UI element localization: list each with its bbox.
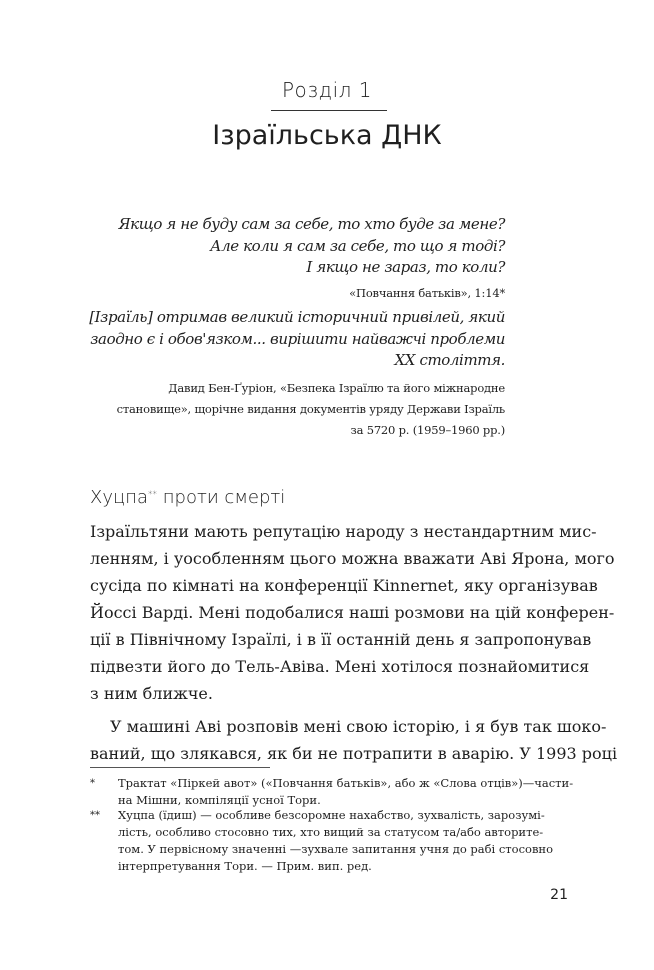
body-line: ції в Північному Ізраїлі, і в її останній день я запропонував <box>90 630 592 649</box>
footnote-line: лість, особливо стосовно тих, хто вищий за статусом та/або авторите- <box>118 825 544 839</box>
body-line: з ним ближче. <box>90 684 213 703</box>
section-heading-text-rest: проти смерті <box>157 487 286 508</box>
footnote-1 <box>90 775 574 809</box>
epigraph-1 <box>118 214 505 304</box>
body-text <box>90 518 618 767</box>
epigraph-line: Якщо я не буду сам за себе, то хто буде за мене? <box>118 215 505 233</box>
epigraph-source: Давид Бен-Ґуріон, «Безпека Ізраїлю та його міжнародне <box>168 380 505 395</box>
body-line: Йоссі Варді. Мені подобалися наші розмови на цій конферен- <box>90 603 615 622</box>
footnote-line: том. У первісному значенні —зухвале запитання учня до рабі стосовно <box>118 842 554 856</box>
epigraph-source: «Повчання батьків», 1:14* <box>349 285 505 300</box>
chapter-label: Розділ 1 <box>281 78 373 102</box>
footnote-line: на Мішни, компіляції усної Тори. <box>118 793 321 807</box>
epigraph-source: становище», щорічне видання документів уряду Держави Ізраїль <box>116 401 505 416</box>
body-line: ленням, і уособленням цього можна вважати Аві Ярона, мого <box>90 549 615 568</box>
footnote-marker[interactable]: ** <box>148 490 158 500</box>
epigraph-line: [Ізраїль] отримав великий історичний привілей, який <box>89 308 505 326</box>
footnote-mark: ** <box>90 810 100 821</box>
body-line: ваний, що злякався, як би не потрапити в аварію. У 1993 році <box>90 744 618 763</box>
epigraph-line: заодно є і обов'язком... вирішити найважчі проблеми <box>90 329 505 348</box>
epigraph-2 <box>89 307 505 441</box>
section-heading <box>90 482 285 511</box>
footnote-mark: * <box>90 778 95 789</box>
epigraph-source: за 5720 р. (1959–1960 рр.) <box>350 422 505 437</box>
section-heading-text: Хуцпа <box>90 487 149 508</box>
epigraph-line: ХХ століття. <box>394 351 505 369</box>
chapter-title: Ізраїльська ДНК <box>212 120 442 151</box>
chapter-rule <box>271 110 387 111</box>
page-number: 21 <box>550 887 568 903</box>
footnote-rule <box>90 767 270 768</box>
body-line: підвезти його до Тель-Авіва. Мені хотілося познайомитися <box>90 657 590 676</box>
body-line: сусіда по кімнаті на конференції Kinnernet, яку організував <box>90 576 598 595</box>
body-line: Ізраїльтяни мають репутацію народу з нестандартним мис- <box>90 522 597 541</box>
footnote-line: Трактат «Піркей авот» («Повчання батьків», або ж «Слова отців»)—части- <box>118 776 574 790</box>
footnote-line: інтерпретування Тори. — Прим. вип. ред. <box>118 859 372 873</box>
epigraph-line: Але коли я сам за себе, то що я тоді? <box>210 236 505 255</box>
epigraph-line: І якщо не зараз, то коли? <box>306 258 505 276</box>
footnote-2 <box>90 807 568 875</box>
footnote-line: Хуцпа (їдиш) — особливе безсоромне нахабство, зухвалість, зарозумі- <box>118 808 545 822</box>
body-line: У машині Аві розповів мені свою історію, і я був так шоко- <box>110 717 607 736</box>
